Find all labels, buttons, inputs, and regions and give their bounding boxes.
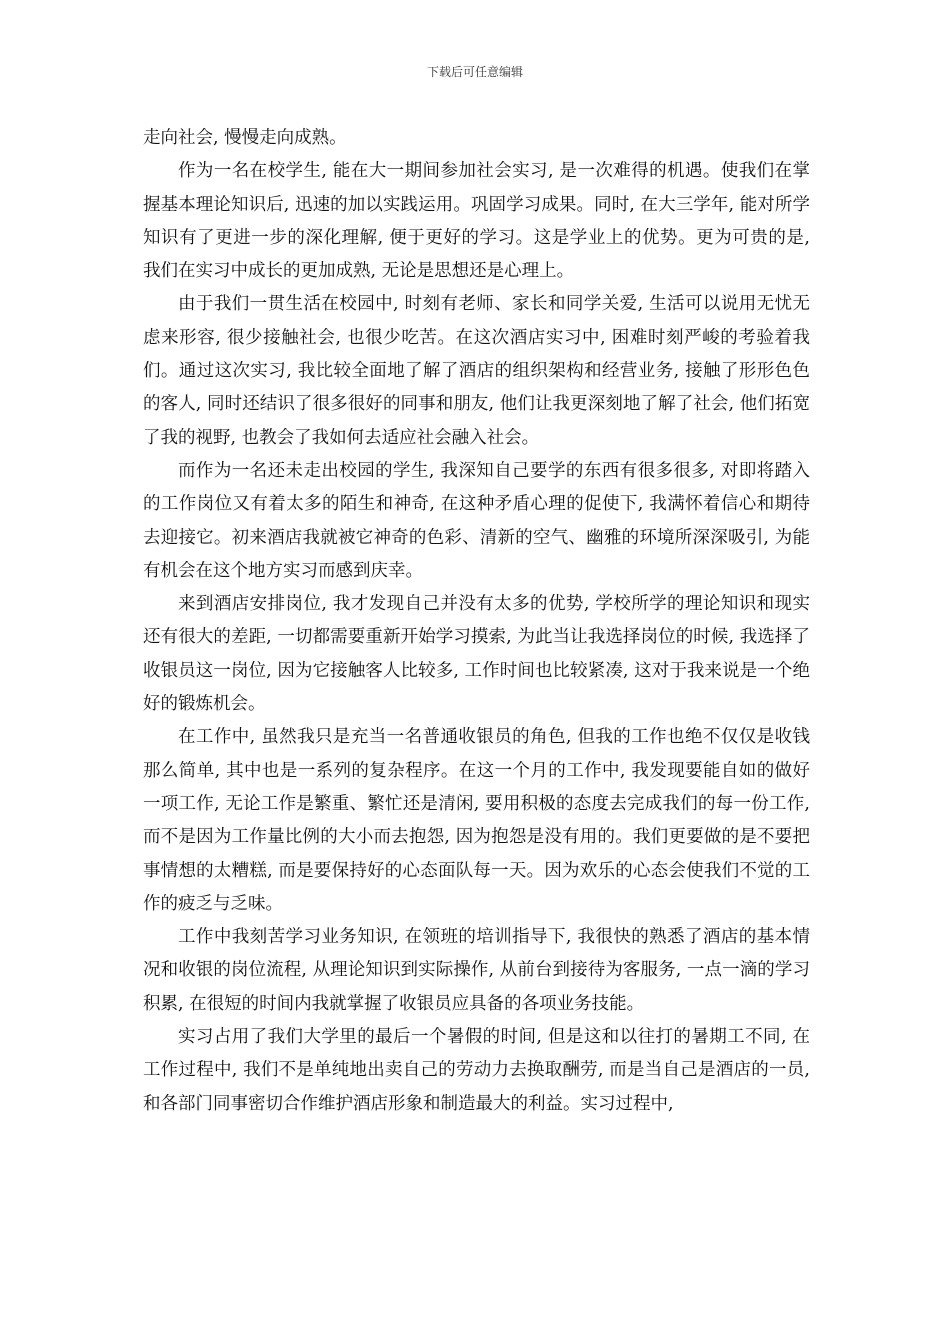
paragraph: 作为一名在校学生, 能在大一期间参加社会实习, 是一次难得的机遇。使我们在掌握基本理论知识后, 迅速的加以实践运用。巩固学习成果。同时, 在大三学年, 能对所学知识有了更进一步的深化理解, 便于更好的学习。这是学业上的优势。更为可贵的是, 我们在实习中成长的更加成熟, 无论是思想还是心理上。	[143, 161, 810, 282]
paragraph: 工作中我刻苦学习业务知识, 在领班的培训指导下, 我很快的熟悉了酒店的基本情况和收银的岗位流程, 从理论知识到实际操作, 从前台到接待为客服务, 一点一滴的学习积累, 在很短的时间内我就掌握了收银员应具备的各项业务技能。	[143, 927, 810, 1014]
document-body	[143, 122, 810, 1121]
paragraph: 在工作中, 虽然我只是充当一名普通收银员的角色, 但我的工作也绝不仅仅是收钱那么简单, 其中也是一系列的复杂程序。在这一个月的工作中, 我发现要能自如的做好一项工作, 无论工作是繁重、繁忙还是清闲, 要用积极的态度去完成我们的每一份工作, 而不是因为工作量比例的大小而去抱怨, 因为抱怨是没有用的。我们更要做的是不要把事情想的太糟糕, 而是要保持好的心态面队每一天。因为欢乐的心态会使我们不觉的工作的疲乏与乏味。	[143, 727, 810, 914]
paragraph: 而作为一名还未走出校园的学生, 我深知自己要学的东西有很多很多, 对即将踏入的工作岗位又有着太多的陌生和神奇, 在这种矛盾心理的促使下, 我满怀着信心和期待去迎接它。初来酒店我就被它神奇的色彩、清新的空气、幽雅的环境所深深吸引, 为能有机会在这个地方实习而感到庆幸。	[143, 460, 810, 581]
paragraph: 走向社会, 慢慢走向成熟。	[143, 128, 347, 148]
paragraph: 来到酒店安排岗位, 我才发现自己并没有太多的优势, 学校所学的理论知识和现实还有很大的差距, 一切都需要重新开始学习摸索, 为此当让我选择岗位的时候, 我选择了收银员这一岗位, 因为它接触客人比较多, 工作时间也比较紧凑, 这对于我来说是一个绝好的锻炼机会。	[143, 594, 810, 715]
page-header: 下载后可任意编辑	[426, 65, 523, 79]
paragraph: 实习占用了我们大学里的最后一个暑假的时间, 但是这和以往打的暑期工不同, 在工作过程中, 我们不是单纯地出卖自己的劳动力去换取酬劳, 而是当自己是酒店的一员, 和各部门同事密切合作维护酒店形象和制造最大的利益。实习过程中,	[143, 1027, 810, 1114]
paragraph: 由于我们一贯生活在校园中, 时刻有老师、家长和同学关爱, 生活可以说用无忧无虑来形容, 很少接触社会, 也很少吃苦。在这次酒店实习中, 困难时刻严峻的考验着我们。通过这次实习, 我比较全面地了解了酒店的组织架构和经营业务, 接触了形形色色的客人, 同时还结识了很多很好的同事和朋友, 他们让我更深刻地了解了社会, 他们拓宽了我的视野, 也教会了我如何去适应社会融入社会。	[143, 294, 810, 448]
